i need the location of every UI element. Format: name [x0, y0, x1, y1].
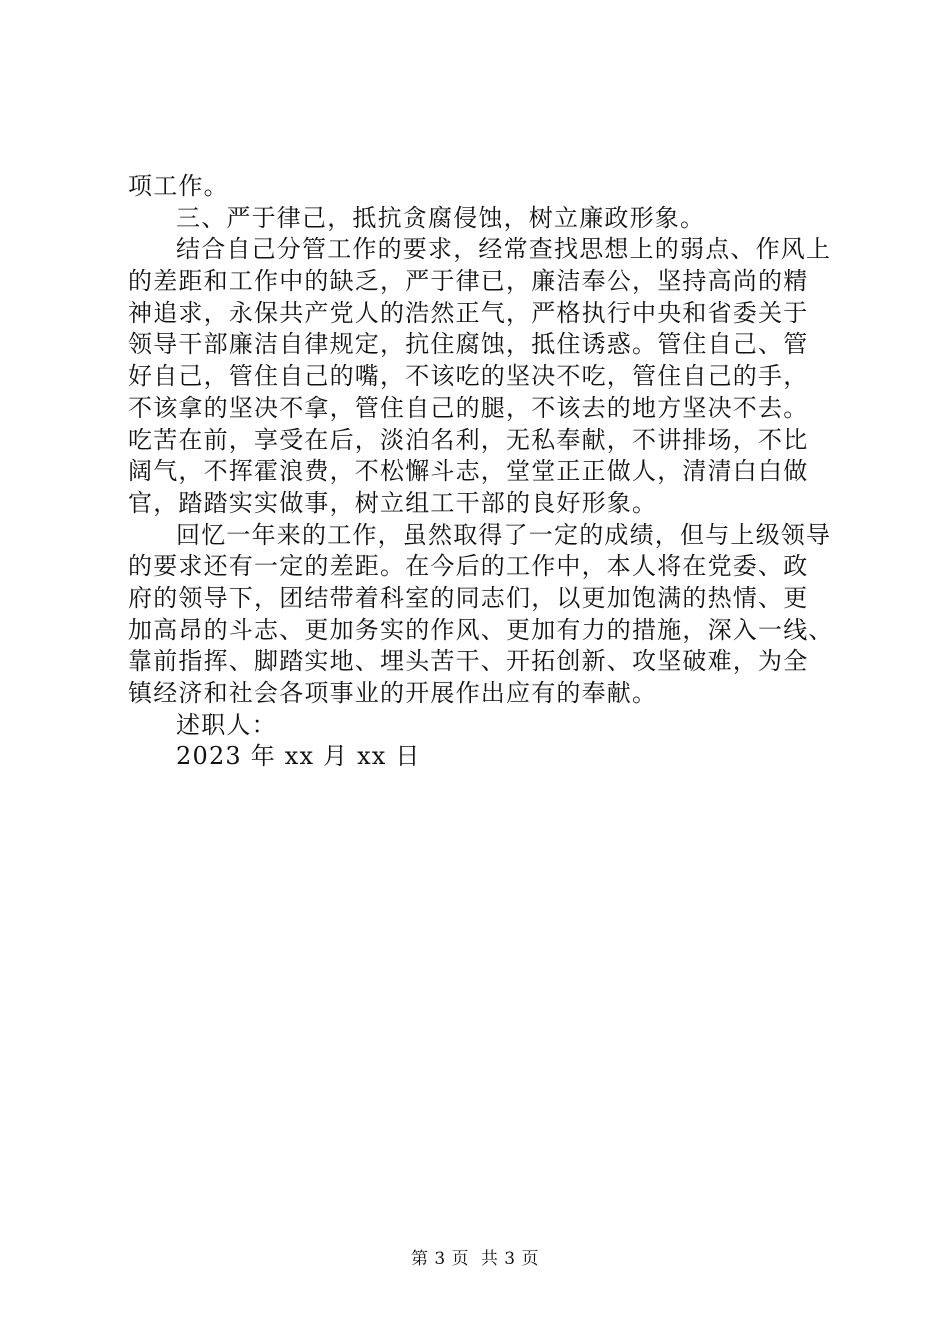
text-line: 官，踏踏实实做事，树立组工干部的良好形象。	[128, 488, 658, 517]
text-line: 神追求，永保共产党人的浩然正气，严格执行中央和省委关于	[128, 298, 809, 327]
text-line: 加高昂的斗志、更加务实的作风、更加有力的措施，深入一线、	[128, 615, 834, 644]
signature-date: 2023 年 xx 月 xx 日	[176, 742, 421, 771]
text-line: 项工作。	[128, 172, 229, 200]
signature-label: 述职人：	[176, 710, 277, 739]
text-line: 不该拿的坚决不拿，管住自己的腿，不该去的地方坚决不去。	[128, 393, 809, 422]
text-line: 吃苦在前，享受在后，淡泊名利，无私奉献，不讲排场，不比	[128, 425, 809, 454]
text-line: 领导干部廉洁自律规定，抗住腐蚀，抵住诱惑。管住自己、管	[128, 330, 809, 359]
section-heading: 三、严于律己，抵抗贪腐侵蚀，树立廉政形象。	[176, 203, 706, 232]
document-body	[128, 171, 834, 773]
page-footer	[0, 1244, 950, 1269]
text-line: 的差距和工作中的缺乏，严于律已，廉洁奉公，坚持高尚的精	[128, 267, 809, 296]
text-line: 阔气，不挥霍浪费，不松懈斗志，堂堂正正做人，清清白白做	[128, 457, 809, 486]
text-line: 的要求还有一定的差距。在今后的工作中，本人将在党委、政	[128, 552, 809, 581]
text-line: 镇经济和社会各项事业的开展作出应有的奉献。	[128, 679, 658, 707]
text-line: 府的领导下，团结带着科室的同志们，以更加饱满的热情、更	[128, 583, 809, 612]
page-number-label: 第 3 页 共 3 页	[410, 1249, 540, 1269]
text-line: 回忆一年来的工作，虽然取得了一定的成绩，但与上级领导	[176, 520, 832, 549]
text-line: 好自己，管住自己的嘴，不该吃的坚决不吃，管住自己的手，	[128, 362, 809, 391]
text-line: 靠前指挥、脚踏实地、埋头苦干、开拓创新、攻坚破难，为全	[128, 647, 809, 676]
text-line: 结合自己分管工作的要求，经常查找思想上的弱点、作风上	[176, 235, 832, 264]
